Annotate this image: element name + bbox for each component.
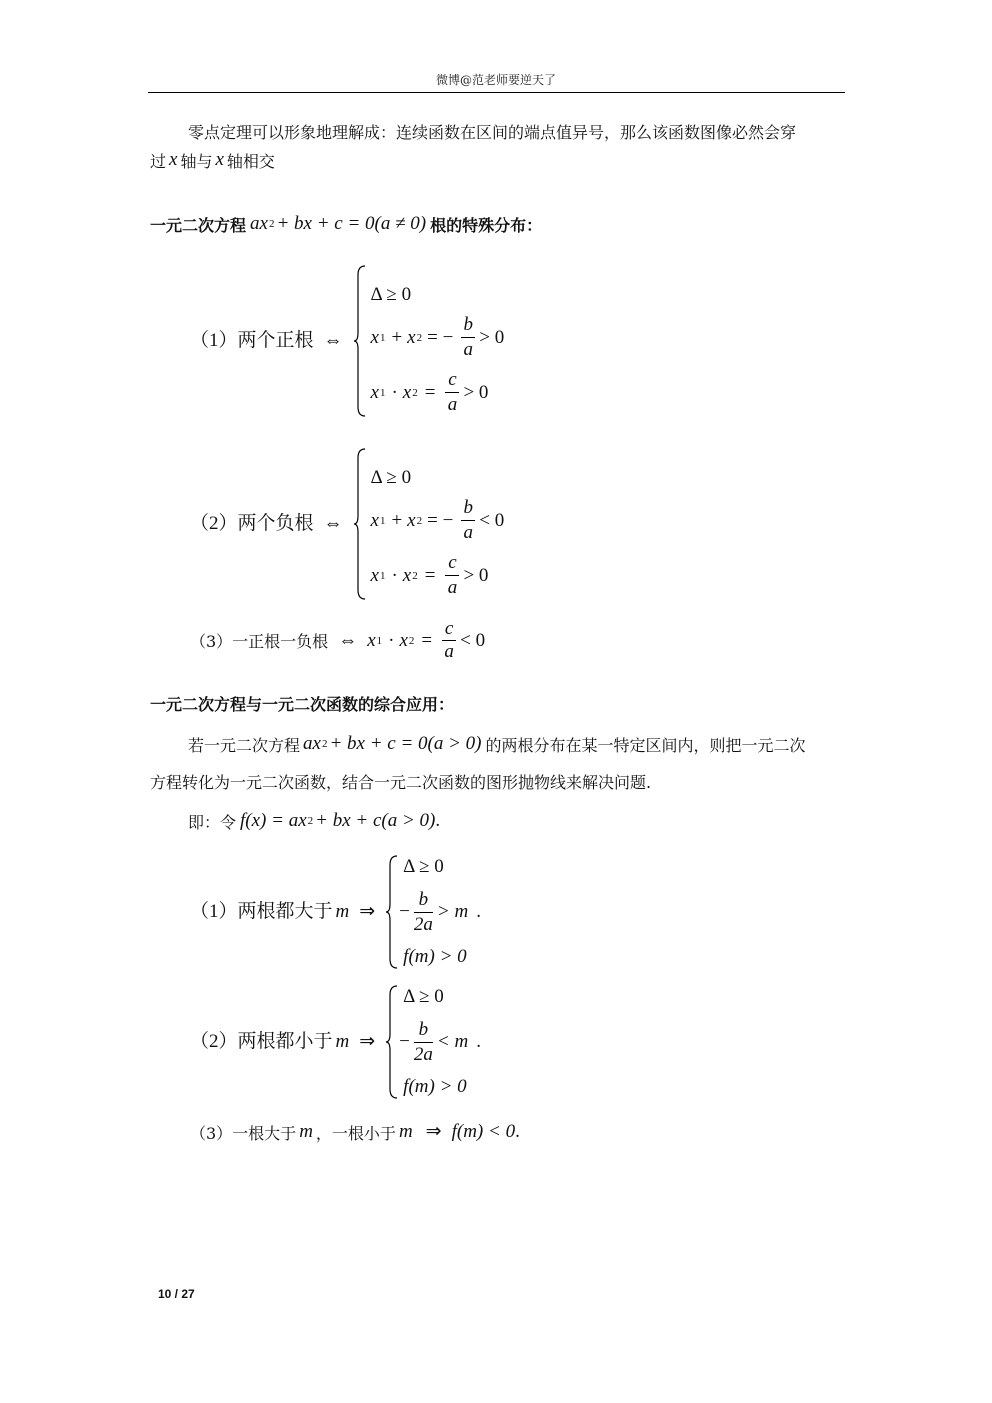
x: x <box>402 381 412 403</box>
dot: · <box>388 629 395 651</box>
x: x <box>370 326 379 348</box>
label: （1）两个正根 <box>190 330 314 351</box>
iff-arrow: ⇔ <box>323 330 343 351</box>
heading-root-distribution <box>150 212 542 236</box>
delta-condition: Δ ≥ 0 <box>370 284 412 305</box>
implies-arrow: ⇒ <box>359 901 376 922</box>
iff-arrow: ⇔ <box>323 513 343 534</box>
sub: 2 <box>416 514 423 527</box>
denominator: 2a <box>413 913 433 935</box>
text: 若一元二次方程 <box>188 735 301 755</box>
x: x <box>399 629 408 651</box>
sub: 1 <box>379 386 386 399</box>
x: x <box>407 326 416 348</box>
fraction <box>461 496 475 545</box>
sub: 1 <box>379 331 386 344</box>
text: 即：令 <box>188 812 237 832</box>
page-header: 微博@范老师要逆天了 <box>435 73 556 87</box>
para-line1 <box>188 732 806 756</box>
dot: · <box>391 381 398 403</box>
left-brace <box>385 855 399 969</box>
text: ，一根小于 <box>315 1123 396 1143</box>
delta-condition: Δ ≥ 0 <box>403 856 444 877</box>
numerator: c <box>448 369 457 390</box>
delta-condition: Δ ≥ 0 <box>403 986 444 1007</box>
label: （2）两根都小于 <box>190 1031 333 1052</box>
case-one-pos-one-neg <box>190 618 485 663</box>
denominator: a <box>444 641 454 662</box>
fraction <box>414 888 433 937</box>
f-condition: f(m) > 0 <box>403 946 467 967</box>
denominator: a <box>463 339 474 360</box>
denominator: 2a <box>413 1043 433 1065</box>
formula: + bx + c = 0(a ≠ 0) <box>276 213 427 234</box>
text: 根的特殊分布： <box>430 215 543 235</box>
sup: 2 <box>307 815 314 827</box>
minus: − <box>399 1031 410 1052</box>
sup: 2 <box>321 738 328 750</box>
relation: > 0 <box>479 326 505 348</box>
eq: = <box>424 564 436 586</box>
fraction <box>445 551 459 600</box>
var: x <box>169 149 178 170</box>
sub: 2 <box>408 634 415 647</box>
f: f <box>240 810 246 831</box>
intro-line2 <box>150 148 275 172</box>
sub: 1 <box>379 514 386 527</box>
x: x <box>370 564 379 586</box>
period: . <box>476 1031 481 1052</box>
fraction <box>442 618 456 663</box>
sub: 2 <box>412 569 418 582</box>
var: x <box>215 149 224 170</box>
formula: ax <box>250 213 268 234</box>
label: （1）两根都大于 <box>190 901 333 922</box>
delta-condition: Δ ≥ 0 <box>370 467 412 488</box>
sub: 2 <box>416 331 423 344</box>
denominator: a <box>463 522 474 543</box>
x: x <box>367 629 376 651</box>
formula: (x) = ax <box>245 810 307 831</box>
text: 轴相交 <box>226 151 275 171</box>
fraction <box>445 368 459 417</box>
relation: < m <box>436 1031 469 1052</box>
m: m <box>335 901 350 922</box>
intro-line1: 零点定理可以形象地理解成：连续函数在区间的端点值异号，那么该函数图像必然会穿 <box>188 123 797 142</box>
relation: > 0 <box>463 381 489 403</box>
text: 轴与 <box>180 151 213 171</box>
fraction <box>414 1018 433 1067</box>
fraction <box>461 313 475 362</box>
label: （3）一正根一负根 <box>190 632 329 651</box>
denominator: a <box>447 394 458 415</box>
plus: + <box>391 509 403 531</box>
relation: < 0 <box>460 629 486 651</box>
text: 的两根分布在某一特定区间内，则把一元二次 <box>485 735 806 755</box>
left-brace <box>385 985 399 1099</box>
period: . <box>435 810 441 831</box>
numerator: b <box>418 1018 429 1040</box>
x: x <box>370 381 379 403</box>
period: . <box>515 1121 520 1142</box>
m: m <box>299 1121 313 1142</box>
heading-application: 一元二次方程与一元二次函数的综合应用： <box>150 695 455 714</box>
minus: − <box>399 901 410 922</box>
left-brace <box>353 265 367 417</box>
numerator: b <box>418 888 429 910</box>
formula: ax <box>303 733 321 754</box>
numerator: b <box>463 497 474 518</box>
implies-arrow: ⇒ <box>359 1031 376 1052</box>
header-rule <box>148 92 845 93</box>
case-one-greater-one-less <box>190 1120 520 1144</box>
eq: = <box>424 381 436 403</box>
numerator: b <box>463 314 474 335</box>
left-brace <box>353 448 367 600</box>
denominator: a <box>447 577 458 598</box>
relation: > 0 <box>463 564 489 586</box>
implies-arrow: ⇒ <box>425 1121 442 1142</box>
numerator: c <box>444 618 454 639</box>
m: m <box>398 1121 413 1142</box>
eq: = − <box>427 509 454 531</box>
sub: 1 <box>379 569 386 582</box>
m: m <box>335 1031 350 1052</box>
formula: + bx + c(a > 0) <box>315 810 436 831</box>
relation: > m <box>436 901 469 922</box>
f-condition: f(m) > 0 <box>403 1076 467 1097</box>
x: x <box>370 509 379 531</box>
text: 过 <box>150 151 167 171</box>
dot: · <box>391 564 398 586</box>
label: （2）两个负根 <box>190 513 314 534</box>
numerator: c <box>448 552 457 573</box>
eq: = − <box>427 326 454 348</box>
sup: 2 <box>268 218 275 230</box>
plus: + <box>391 326 403 348</box>
sub: 2 <box>412 386 418 399</box>
sub: 1 <box>376 634 383 647</box>
iff-arrow: ⇔ <box>338 629 358 651</box>
eq: = <box>421 629 433 651</box>
page-number: 10 / 27 <box>158 1287 195 1301</box>
x: x <box>402 564 412 586</box>
x: x <box>407 509 416 531</box>
let-line <box>188 809 440 833</box>
relation: < 0 <box>479 509 505 531</box>
period: . <box>476 901 481 922</box>
text: 一元二次方程 <box>150 215 247 235</box>
text: （3）一根大于 <box>190 1123 297 1143</box>
formula: f(m) < 0 <box>451 1121 516 1142</box>
para-line2: 方程转化为一元二次函数，结合一元二次函数的图形抛物线来解决问题. <box>150 773 652 792</box>
formula: + bx + c = 0(a > 0) <box>329 733 482 754</box>
